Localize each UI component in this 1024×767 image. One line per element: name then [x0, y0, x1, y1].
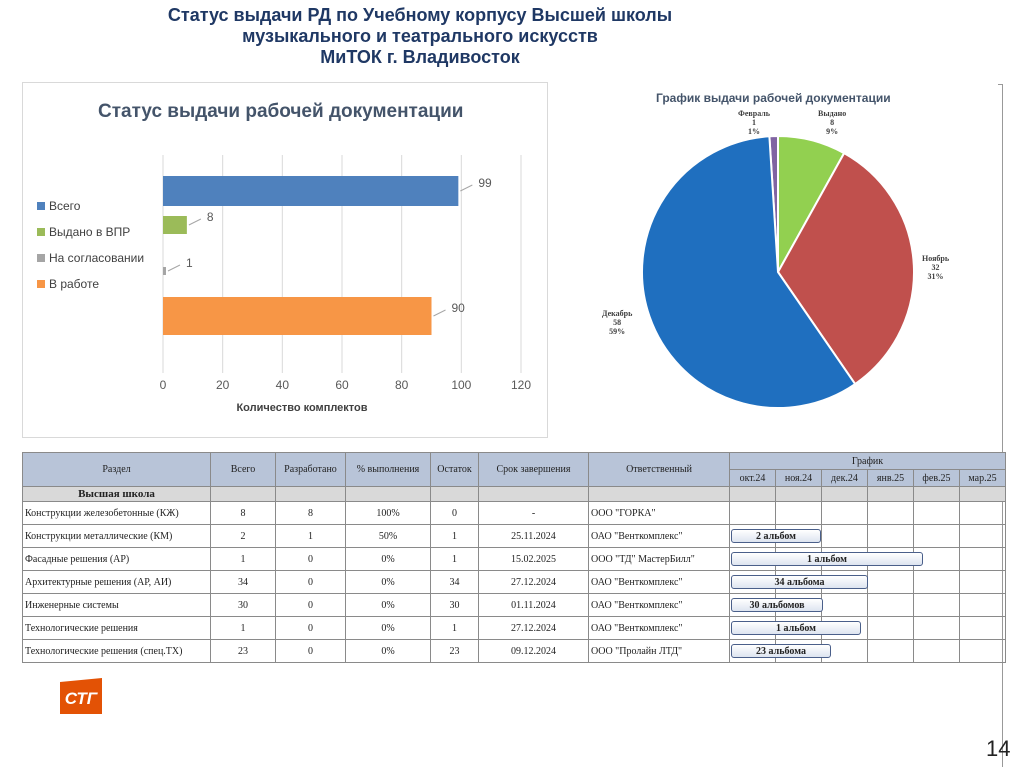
cell-name: Технологические решения (спец.ТХ) — [23, 640, 211, 663]
header-total: Всего — [211, 453, 276, 487]
schedule-cell — [960, 640, 1006, 663]
cell-name: Технологические решения — [23, 617, 211, 640]
title-line-1: Статус выдачи РД по Учебному корпусу Высшей школы — [167, 5, 673, 25]
empty-cell — [211, 487, 276, 502]
cell-remaining: 0 — [431, 502, 479, 525]
pie-label-issued — [818, 109, 846, 136]
bar-2 — [163, 267, 166, 275]
cell-percent: 0% — [346, 617, 431, 640]
schedule-cell — [822, 525, 868, 548]
cell-remaining: 1 — [431, 548, 479, 571]
empty-cell — [776, 487, 822, 502]
header-percent: % выполнения — [346, 453, 431, 487]
table-row — [23, 640, 1006, 663]
header-remaining: Остаток — [431, 453, 479, 487]
schedule-cell — [730, 640, 806, 663]
empty-cell — [960, 487, 1006, 502]
pie-label-line: 1% — [747, 127, 760, 136]
header-schedule: График — [730, 453, 1006, 470]
bar-value-label: 1 — [185, 256, 193, 270]
gantt-bar: 1 альбом — [731, 621, 861, 635]
section-title: Высшая школа — [23, 487, 211, 502]
table-header-row — [23, 453, 1006, 470]
header-month: дек.24 — [822, 470, 868, 487]
cell-deadline: 25.11.2024 — [479, 525, 589, 548]
bar-chart-title: Статус выдачи рабочей документации — [98, 101, 464, 122]
logo-text: СТГ — [64, 689, 98, 708]
empty-cell — [868, 487, 914, 502]
pie-label-november — [922, 254, 949, 281]
schedule-cell — [730, 548, 847, 571]
cell-remaining: 1 — [431, 525, 479, 548]
legend-label: Всего — [49, 199, 81, 213]
bar-value-label: 99 — [478, 176, 492, 190]
header-responsible: Ответственный — [589, 453, 730, 487]
schedule-cell — [960, 502, 1006, 525]
cell-developed: 0 — [276, 571, 346, 594]
leader-line — [189, 219, 201, 225]
schedule-cell — [868, 640, 914, 663]
pie-label-february — [738, 109, 770, 136]
schedule-cell — [960, 617, 1006, 640]
x-tick-label: 60 — [335, 378, 349, 392]
empty-cell — [914, 487, 960, 502]
cell-percent: 0% — [346, 571, 431, 594]
cell-total: 8 — [211, 502, 276, 525]
gantt-bar: 30 альбомов — [731, 598, 823, 612]
cell-name: Фасадные решения (АР) — [23, 548, 211, 571]
cell-responsible: ОАО "Венткомплекс" — [589, 617, 730, 640]
cell-percent: 50% — [346, 525, 431, 548]
header-month: ноя.24 — [776, 470, 822, 487]
table-row — [23, 617, 1006, 640]
schedule-cell — [730, 594, 805, 617]
x-tick-label: 20 — [215, 378, 230, 392]
cell-developed: 1 — [276, 525, 346, 548]
divider-vertical — [1002, 84, 1003, 767]
cell-responsible: ОАО "Венткомплекс" — [589, 525, 730, 548]
gantt-bar: 23 альбома — [731, 644, 831, 658]
cell-name: Конструкции металлические (КМ) — [23, 525, 211, 548]
title-line-2: музыкального и театрального искусств — [242, 26, 598, 46]
pie-label-line: 58 — [613, 318, 622, 327]
schedule-cell — [868, 525, 914, 548]
schedule-cell — [914, 640, 960, 663]
cell-remaining: 1 — [431, 617, 479, 640]
empty-cell — [431, 487, 479, 502]
cell-deadline: 15.02.2025 — [479, 548, 589, 571]
schedule-cell — [914, 525, 960, 548]
schedule-cell — [960, 594, 1006, 617]
cell-total: 23 — [211, 640, 276, 663]
table-body — [23, 502, 1006, 663]
pie-label-december — [602, 309, 632, 336]
cell-deadline: 27.12.2024 — [479, 617, 589, 640]
x-tick-label: 40 — [275, 378, 290, 392]
cell-developed: 8 — [276, 502, 346, 525]
schedule-cell — [868, 617, 914, 640]
header-month: мар.25 — [960, 470, 1006, 487]
cell-percent: 100% — [346, 502, 431, 525]
schedule-cell — [914, 617, 960, 640]
empty-cell — [346, 487, 431, 502]
schedule-cell — [960, 525, 1006, 548]
schedule-cell — [868, 571, 914, 594]
bar-0 — [163, 176, 458, 206]
cell-remaining: 23 — [431, 640, 479, 663]
cell-developed: 0 — [276, 594, 346, 617]
page-number: 14 — [986, 736, 1011, 761]
cell-remaining: 34 — [431, 571, 479, 594]
pie-label-line: Декабрь — [602, 309, 633, 318]
cell-name: Инженерные системы — [23, 594, 211, 617]
cell-deadline: - — [479, 502, 589, 525]
schedule-cell — [730, 502, 776, 525]
pie-label-line: 9% — [826, 127, 839, 136]
cell-total: 30 — [211, 594, 276, 617]
leader-line — [460, 185, 472, 191]
title-line-3: МиТОК г. Владивосток — [320, 47, 520, 67]
header-month: окт.24 — [730, 470, 776, 487]
legend-label: На согласовании — [49, 251, 145, 265]
empty-cell — [479, 487, 589, 502]
schedule-pie-chart — [558, 82, 998, 436]
cell-remaining: 30 — [431, 594, 479, 617]
pie-chart-title: График выдачи рабочей документации — [656, 91, 891, 105]
gantt-bar: 1 альбом — [731, 552, 923, 566]
schedule-cell — [730, 617, 816, 640]
table-row — [23, 571, 1006, 594]
x-tick-label: 120 — [510, 378, 532, 392]
cell-percent: 0% — [346, 640, 431, 663]
cell-responsible: ООО "ГОРКА" — [589, 502, 730, 525]
cell-developed: 0 — [276, 548, 346, 571]
pie-label-line: Ноябрь — [922, 254, 950, 263]
slide-title — [120, 5, 720, 68]
schedule-cell — [914, 594, 960, 617]
table-row — [23, 594, 1006, 617]
bar-value-label: 8 — [206, 210, 214, 224]
header-section: Раздел — [23, 453, 211, 487]
cell-total: 34 — [211, 571, 276, 594]
leader-line — [434, 310, 446, 316]
pie-label-line: 1 — [751, 118, 756, 127]
cell-percent: 0% — [346, 548, 431, 571]
cell-responsible: ОАО "Венткомплекс" — [589, 594, 730, 617]
cell-responsible: ООО "ТД" МастерБилл" — [589, 548, 730, 571]
cell-developed: 0 — [276, 640, 346, 663]
cell-total: 1 — [211, 548, 276, 571]
cell-total: 1 — [211, 617, 276, 640]
logo-icon — [58, 676, 104, 716]
bar-1 — [163, 216, 187, 234]
header-month: фев.25 — [914, 470, 960, 487]
pie-label-line: 32 — [931, 263, 940, 272]
schedule-cell — [914, 502, 960, 525]
status-bar-chart — [22, 82, 548, 438]
pie-label-line: 31% — [927, 272, 944, 281]
schedule-cell — [730, 571, 825, 594]
bar-value-label: 90 — [451, 301, 465, 315]
cell-responsible: ОАО "Венткомплекс" — [589, 571, 730, 594]
cell-deadline: 01.11.2024 — [479, 594, 589, 617]
schedule-cell — [822, 502, 868, 525]
cell-deadline: 09.12.2024 — [479, 640, 589, 663]
cell-deadline: 27.12.2024 — [479, 571, 589, 594]
pie-label-line: 59% — [609, 327, 626, 336]
header-month: янв.25 — [868, 470, 914, 487]
cell-name: Конструкции железобетонные (КЖ) — [23, 502, 211, 525]
bar-3 — [163, 297, 432, 335]
gantt-bar: 34 альбома — [731, 575, 868, 589]
x-tick-label: 100 — [451, 378, 472, 392]
empty-cell — [276, 487, 346, 502]
table-row — [23, 502, 1006, 525]
schedule-cell — [960, 548, 1006, 571]
cell-name: Архитектурные решения (АР, АИ) — [23, 571, 211, 594]
cell-developed: 0 — [276, 617, 346, 640]
pie-label-line: Февраль — [738, 109, 770, 118]
bar-chart-plot — [23, 83, 547, 437]
schedule-cell — [730, 525, 796, 548]
schedule-cell — [960, 571, 1006, 594]
x-axis-title: Количество комплектов — [236, 402, 368, 414]
table-row — [23, 548, 1006, 571]
company-logo — [58, 676, 104, 721]
gantt-bar: 2 альбом — [731, 529, 821, 543]
empty-cell — [822, 487, 868, 502]
pie-label-line: Выдано — [818, 109, 847, 118]
empty-cell — [730, 487, 776, 502]
schedule-cell — [868, 594, 914, 617]
table-row — [23, 525, 1006, 548]
header-deadline: Срок завершения — [479, 453, 589, 487]
cell-total: 2 — [211, 525, 276, 548]
table-section-row — [23, 487, 1006, 502]
schedule-cell — [776, 502, 822, 525]
pie-label-line: 8 — [830, 118, 835, 127]
legend-label: В работе — [49, 277, 100, 291]
x-tick-label: 80 — [394, 378, 409, 392]
schedule-cell — [822, 594, 868, 617]
empty-cell — [589, 487, 730, 502]
cell-responsible: ООО "Пролайн ЛТД" — [589, 640, 730, 663]
schedule-cell — [914, 571, 960, 594]
leader-line — [168, 265, 180, 271]
x-tick-label: 0 — [159, 378, 167, 392]
cell-percent: 0% — [346, 594, 431, 617]
legend-label: Выдано в ВПР — [49, 225, 131, 239]
schedule-cell — [868, 502, 914, 525]
rd-status-table — [22, 452, 1006, 663]
header-developed: Разработано — [276, 453, 346, 487]
